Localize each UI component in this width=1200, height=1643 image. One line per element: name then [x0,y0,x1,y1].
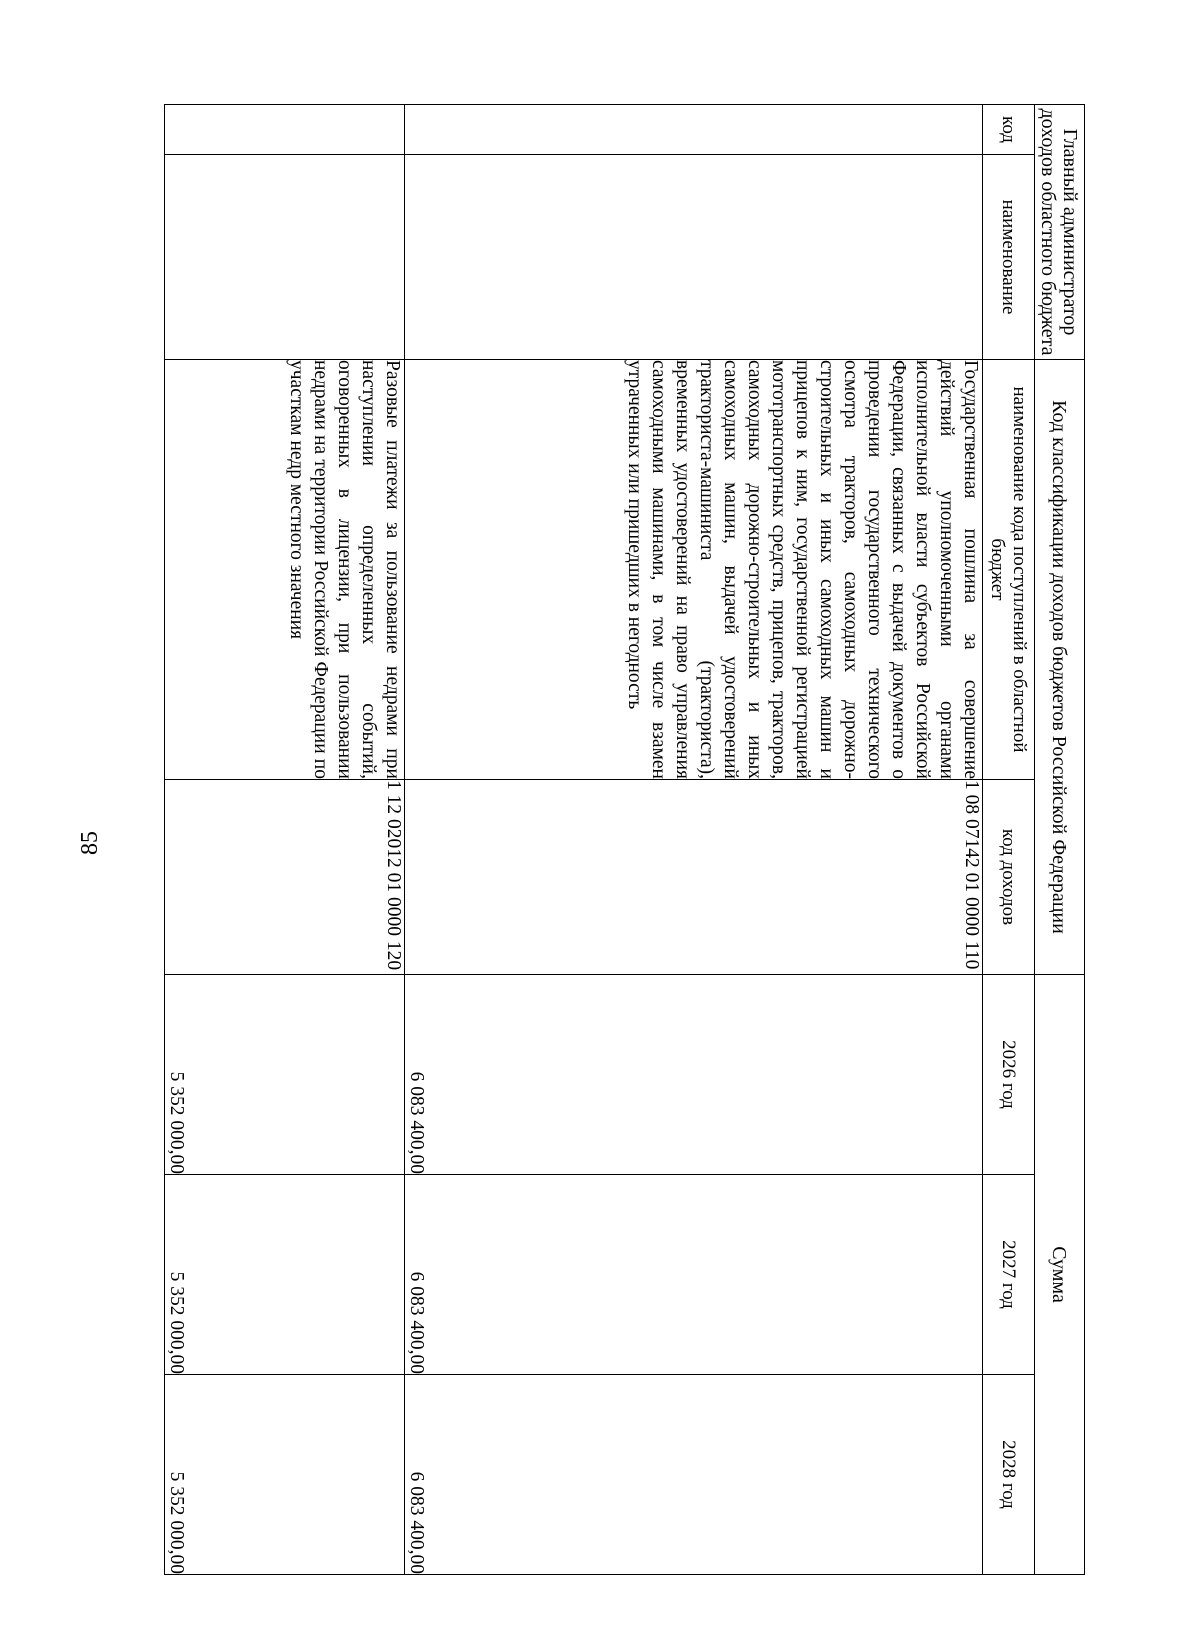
header-admin-group: Главный администратор доходов областного бюджета [1035,105,1085,360]
table-row [165,105,405,1575]
sum-2026-cell: 6 083 400,00 [405,975,983,1175]
admin-name-cell [405,155,983,360]
header-sum-group: Сумма [1035,975,1085,1575]
sum-2027-cell: 6 083 400,00 [405,1175,983,1375]
header-year-2027: 2027 год [983,1175,1035,1375]
header-income-name: наименование кода поступлений в областной бюджет [983,360,1035,780]
income-code-cell: 1 08 07142 01 0000 110 [405,780,983,975]
table-row [405,105,983,1575]
header-code: код [983,105,1035,155]
header-name: наименование [983,155,1035,360]
header-year-2028: 2028 год [983,1375,1035,1575]
rotated-table-frame [165,104,1085,1574]
budget-income-table [164,104,1085,1575]
income-code-cell: 1 12 02012 01 0000 120 [165,780,405,975]
admin-code-cell [165,105,405,155]
page-number: 85 [77,831,103,855]
sum-2026-cell: 5 352 000,00 [165,975,405,1175]
sum-2028-cell: 5 352 000,00 [165,1375,405,1575]
income-name-cell: Государственная пошлина за совершение действий уполномоченными органами исполнительной власти субъектов Российской Федерации, связанных с выдачей документов о проведении государственного технического осмотра тракторов, самоходных дорожно-строительных и иных самоходных машин и прицепов к ним, государственной регистрацией мототранспортных средств, прицепов, тракторов, самоходных дорожно-строительных и иных самоходных машин, выдачей удостоверений тракториста-машиниста (тракториста), временных удостоверений на право управления самоходными машинами, в том числе взамен утраченных или пришедших в негодность [405,360,983,780]
admin-name-cell [165,155,405,360]
admin-code-cell [405,105,983,155]
sum-2028-cell: 6 083 400,00 [405,1375,983,1575]
sum-2027-cell: 5 352 000,00 [165,1175,405,1375]
header-income-code: код доходов [983,780,1035,975]
header-classification-group: Код классификации доходов бюджетов Российской Федерации [1035,360,1085,975]
header-year-2026: 2026 год [983,975,1035,1175]
income-name-cell: Разовые платежи за пользование недрами при наступлении определенных событий, оговоренных в лицензии, при пользовании недрами на территории Российской Федерации по участкам недр местного значения [165,360,405,780]
